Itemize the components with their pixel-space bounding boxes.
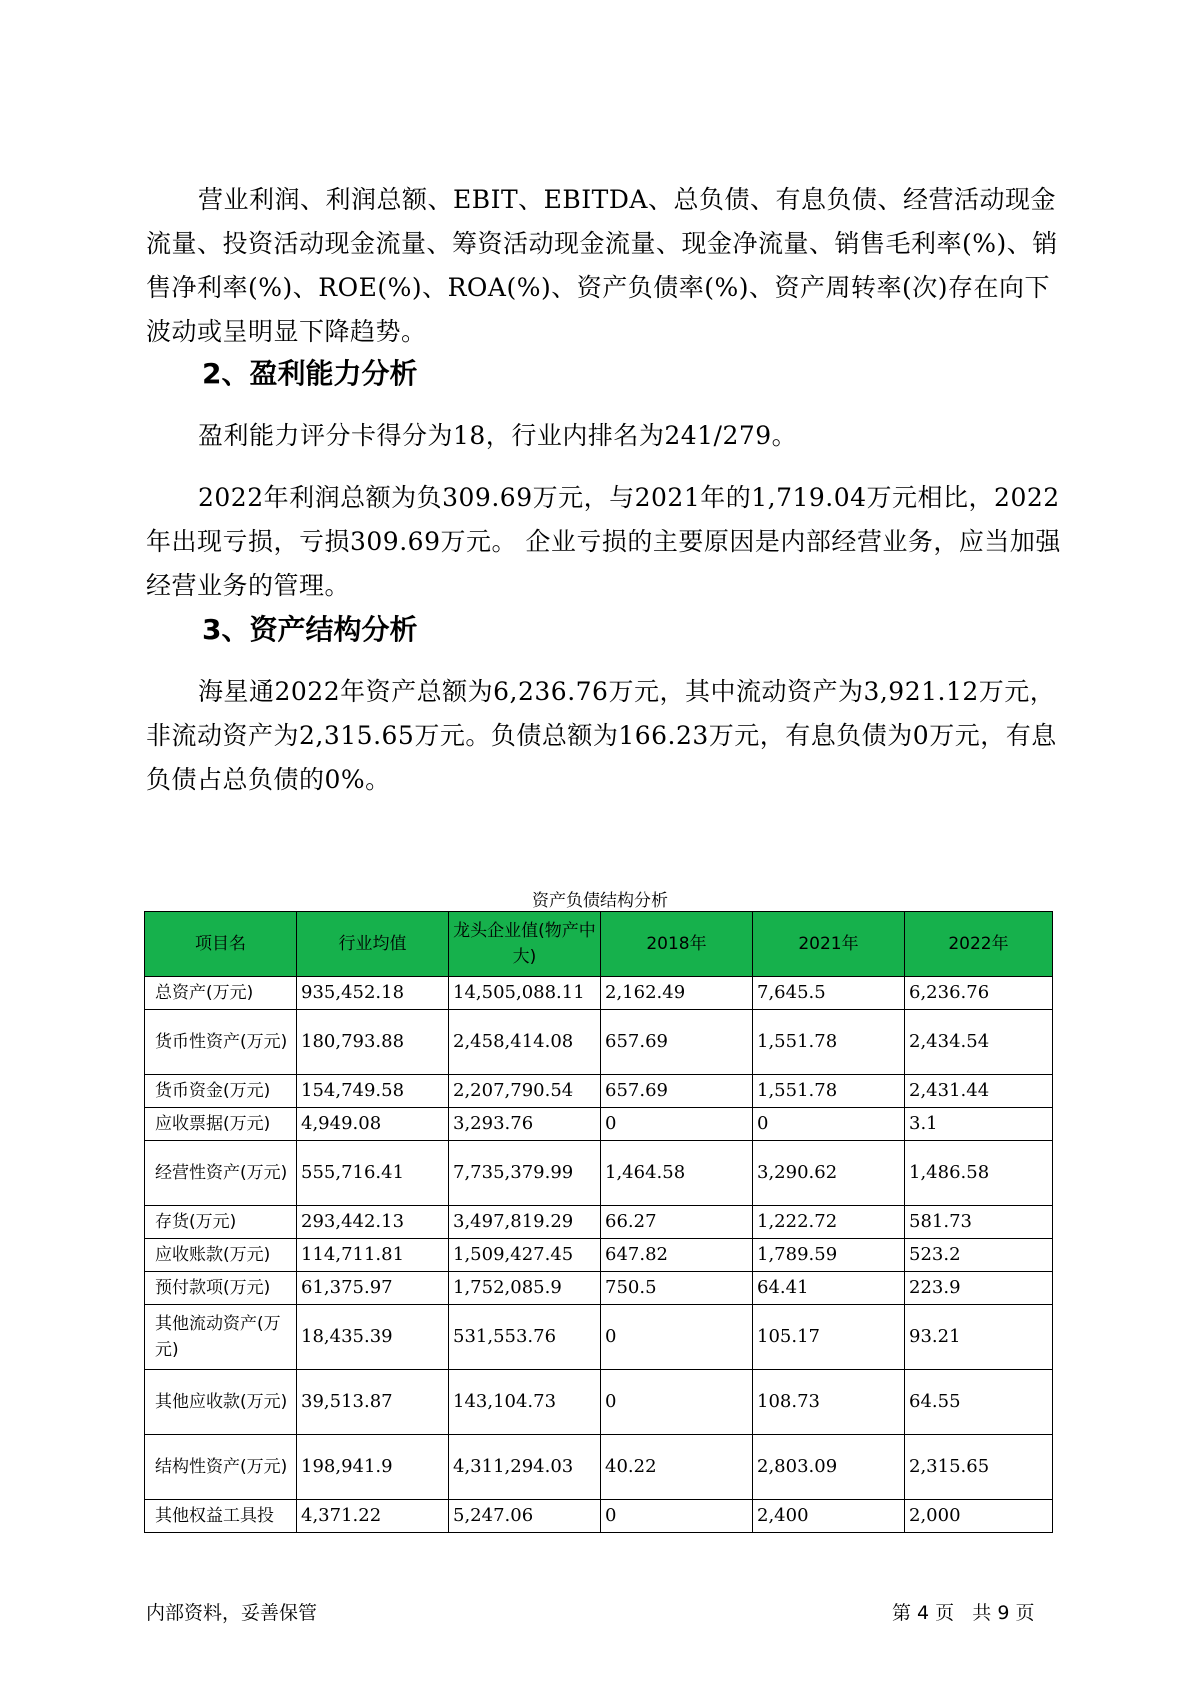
table-row <box>145 1141 1053 1206</box>
table-header-cell: 行业均值 <box>297 912 449 977</box>
table-cell: 6,236.76 <box>905 977 1053 1010</box>
paragraph-asset-summary <box>146 670 1066 802</box>
paragraph-profit-score <box>146 414 1066 458</box>
table-cell: 66.27 <box>601 1206 753 1239</box>
paragraph-asset-summary-text: 海星通2022年资产总额为6,236.76万元，其中流动资产为3,921.12万元，非流动资产为2,315.65万元。负债总额为166.23万元，有息负债为0万元，有息负债占总负债的0%。 <box>146 677 1057 794</box>
table-cell: 3,293.76 <box>449 1108 601 1141</box>
table-cell: 581.73 <box>905 1206 1053 1239</box>
table-cell: 5,247.06 <box>449 1500 601 1533</box>
table-row <box>145 1075 1053 1108</box>
table-cell: 2,803.09 <box>753 1435 905 1500</box>
table-cell: 531,553.76 <box>449 1305 601 1370</box>
table-header-cell: 2018年 <box>601 912 753 977</box>
table-row-label: 货币性资产(万元) <box>145 1010 297 1075</box>
table-header-cell: 2021年 <box>753 912 905 977</box>
table-cell: 0 <box>601 1500 753 1533</box>
table-header-cell: 项目名 <box>145 912 297 977</box>
table-cell: 14,505,088.11 <box>449 977 601 1010</box>
table-cell: 1,789.59 <box>753 1239 905 1272</box>
table-row-label: 其他权益工具投 <box>145 1500 297 1533</box>
paragraph-profit-detail-text: 2022年利润总额为负309.69万元，与2021年的1,719.04万元相比，2022年出现亏损，亏损309.69万元。 企业亏损的主要原因是内部经营业务，应当加强经营业务的管理。 <box>146 483 1061 600</box>
section-heading-profitability: 2、盈利能力分析 <box>202 357 418 390</box>
table-cell: 1,551.78 <box>753 1010 905 1075</box>
table-cell: 555,716.41 <box>297 1141 449 1206</box>
table-cell: 18,435.39 <box>297 1305 449 1370</box>
table-body <box>145 977 1053 1533</box>
table-cell: 40.22 <box>601 1435 753 1500</box>
table-cell: 2,434.54 <box>905 1010 1053 1075</box>
table-cell: 2,458,414.08 <box>449 1010 601 1075</box>
table-cell: 61,375.97 <box>297 1272 449 1305</box>
table-cell: 0 <box>601 1370 753 1435</box>
table-cell: 657.69 <box>601 1075 753 1108</box>
table-cell: 935,452.18 <box>297 977 449 1010</box>
table-cell: 64.41 <box>753 1272 905 1305</box>
table-row <box>145 1370 1053 1435</box>
table-cell: 2,207,790.54 <box>449 1075 601 1108</box>
table-cell: 750.5 <box>601 1272 753 1305</box>
table-cell: 4,371.22 <box>297 1500 449 1533</box>
table-cell: 7,735,379.99 <box>449 1141 601 1206</box>
table-cell: 1,486.58 <box>905 1141 1053 1206</box>
paragraph-trend-text: 营业利润、利润总额、EBIT、EBITDA、总负债、有息负债、经营活动现金流量、投资活动现金流量、筹资活动现金流量、现金净流量、销售毛利率(%)、销售净利率(%)、ROE(%)、ROA(%)、资产负债率(%)、资产周转率(次)存在向下波动或呈明显下降趋势。 <box>146 185 1058 346</box>
table-cell: 1,464.58 <box>601 1141 753 1206</box>
table-cell: 3,290.62 <box>753 1141 905 1206</box>
table-row <box>145 1239 1053 1272</box>
table-row-label: 预付款项(万元) <box>145 1272 297 1305</box>
table-cell: 1,509,427.45 <box>449 1239 601 1272</box>
footer-confidential-note: 内部资料，妥善保管 <box>146 1602 318 1624</box>
table-cell: 180,793.88 <box>297 1010 449 1075</box>
table-row <box>145 977 1053 1010</box>
table-cell: 105.17 <box>753 1305 905 1370</box>
table-cell: 293,442.13 <box>297 1206 449 1239</box>
footer-page-number: 第 4 页 共 9 页 <box>892 1602 1035 1624</box>
paragraph-trend-summary <box>146 178 1066 354</box>
table-cell: 4,949.08 <box>297 1108 449 1141</box>
table-cell: 2,400 <box>753 1500 905 1533</box>
table-cell: 93.21 <box>905 1305 1053 1370</box>
table-cell: 657.69 <box>601 1010 753 1075</box>
table-cell: 2,431.44 <box>905 1075 1053 1108</box>
table-cell: 1,551.78 <box>753 1075 905 1108</box>
table-row-label: 其他流动资产(万元) <box>145 1305 297 1370</box>
paragraph-profit-detail <box>146 476 1066 608</box>
table-cell: 0 <box>753 1108 905 1141</box>
table-cell: 3.1 <box>905 1108 1053 1141</box>
table-cell: 39,513.87 <box>297 1370 449 1435</box>
balance-structure-table <box>144 911 1053 1533</box>
table-row <box>145 1500 1053 1533</box>
table-cell: 1,752,085.9 <box>449 1272 601 1305</box>
table-cell: 1,222.72 <box>753 1206 905 1239</box>
table-cell: 523.2 <box>905 1239 1053 1272</box>
table-cell: 3,497,819.29 <box>449 1206 601 1239</box>
paragraph-profit-score-text: 盈利能力评分卡得分为18，行业内排名为241/279。 <box>198 421 798 450</box>
table-cell: 114,711.81 <box>297 1239 449 1272</box>
table-row-label: 经营性资产(万元) <box>145 1141 297 1206</box>
table-row <box>145 1435 1053 1500</box>
table-row <box>145 1010 1053 1075</box>
table-cell: 0 <box>601 1108 753 1141</box>
table-row <box>145 1206 1053 1239</box>
section-heading-asset-structure: 3、资产结构分析 <box>202 613 418 646</box>
table-cell: 0 <box>601 1305 753 1370</box>
table-row-label: 货币资金(万元) <box>145 1075 297 1108</box>
table-row-label: 其他应收款(万元) <box>145 1370 297 1435</box>
table-row-label: 存货(万元) <box>145 1206 297 1239</box>
table-row-label: 总资产(万元) <box>145 977 297 1010</box>
table-cell: 223.9 <box>905 1272 1053 1305</box>
table-cell: 647.82 <box>601 1239 753 1272</box>
table-cell: 2,162.49 <box>601 977 753 1010</box>
table-cell: 2,000 <box>905 1500 1053 1533</box>
table-header-cell: 2022年 <box>905 912 1053 977</box>
table-row-label: 应收票据(万元) <box>145 1108 297 1141</box>
table-cell: 2,315.65 <box>905 1435 1053 1500</box>
table-row-label: 应收账款(万元) <box>145 1239 297 1272</box>
table-cell: 143,104.73 <box>449 1370 601 1435</box>
table-row-label: 结构性资产(万元) <box>145 1435 297 1500</box>
table-cell: 154,749.58 <box>297 1075 449 1108</box>
table-cell: 4,311,294.03 <box>449 1435 601 1500</box>
table-header-row <box>145 912 1053 977</box>
table-cell: 64.55 <box>905 1370 1053 1435</box>
table-header-cell: 龙头企业值(物产中大) <box>449 912 601 977</box>
table-cell: 108.73 <box>753 1370 905 1435</box>
table-row <box>145 1108 1053 1141</box>
table-cell: 7,645.5 <box>753 977 905 1010</box>
table-row <box>145 1272 1053 1305</box>
table-row <box>145 1305 1053 1370</box>
table-cell: 198,941.9 <box>297 1435 449 1500</box>
table-caption: 资产负债结构分析 <box>532 891 668 911</box>
